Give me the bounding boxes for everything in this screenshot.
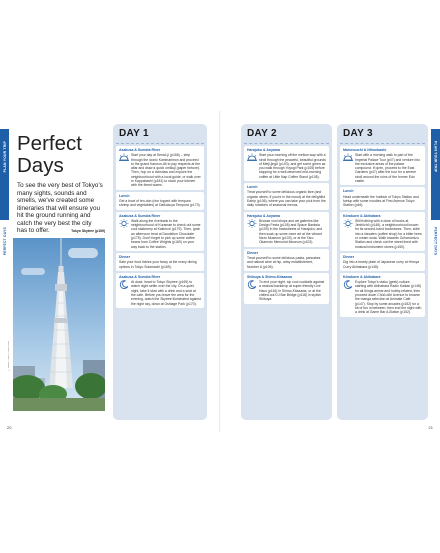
side-tab-left xyxy=(0,129,9,220)
itinerary-card xyxy=(244,273,329,304)
card-title: Marunouchi & Nihonbashi xyxy=(343,148,387,152)
day-column-1 xyxy=(113,124,207,420)
card-text: Get a bowl of ten-don (rice topped with tempura shrimp and vegetables) at Daikokuya Tempura (p173). xyxy=(119,198,201,208)
card-title: Kōrakuen & Akihabara xyxy=(343,274,381,279)
moon-icon xyxy=(343,280,353,289)
side-tab-right xyxy=(431,129,440,220)
day-heading: DAY 1 xyxy=(116,128,204,144)
gutter xyxy=(219,111,221,432)
card-text: Explore Tokyo's otaku (geek) culture, starting with Akihabara Radio Kaikan (p148) for all things anime and hobby-related, then proceed down Chūō-dōri Avenue to browse the manga selection at Animate Cafe (p147). Stop by some arcades (p152) for a bit of fun in between, then end the night with a drink at Game Bar A-Button (p152). xyxy=(355,280,422,315)
page-number-left: 20 xyxy=(7,425,12,430)
card-title: Harajuku & Aoyama xyxy=(247,148,280,152)
skytree-photo xyxy=(13,238,105,411)
itinerary-card xyxy=(116,273,204,308)
card-title: Dinner xyxy=(247,250,259,255)
card-title: Dinner xyxy=(119,254,131,259)
card-text: Treat yourself to some delicious organic fare (and organic wines, if you're in the mood) at the delightful Eatrip (p106), where you can take your pick from the daily rotations of seasonal menus. xyxy=(247,190,326,208)
itinerary-card xyxy=(116,192,204,210)
card-title: Lunch xyxy=(343,189,354,194)
section-label: PERFECT DAYS xyxy=(2,227,7,256)
itinerary-card xyxy=(340,212,425,251)
card-title: Lunch xyxy=(119,193,130,198)
sun-icon xyxy=(119,219,129,228)
card-text: Start with a morning walk to part of the Imperial Palace Tour (p47) and venture into the exclusive areas of the palace compound. If open, proceed to the East Gardens (p47) after the tour for a serene stroll around the ruins of the former Edo castle. xyxy=(355,153,420,184)
moon-icon xyxy=(247,280,257,289)
side-tab-label: PLAN YOUR TRIP xyxy=(2,141,7,173)
itinerary-card xyxy=(244,249,329,271)
card-text: To end your night, sip cool cocktails against a musical backdrop at super-friendly Live Haus (p116) in Shimo-Kitazawa, or at the chilled-out DJ Bar Bridge (p118) in stylish Shibuya. xyxy=(259,280,325,302)
day-column-2 xyxy=(241,124,332,420)
side-tab-label: PLAN YOUR TRIP xyxy=(433,141,438,173)
photo-credit: © DEWITT/SHUTTERSTOCK xyxy=(8,341,10,371)
card-title: Asakusa & Sumida River xyxy=(119,274,161,279)
sunrise-icon xyxy=(247,153,257,162)
spread xyxy=(0,111,440,432)
itinerary-card xyxy=(340,273,425,317)
itinerary-card xyxy=(116,212,204,251)
card-text: Start your day at Sensō-ji (p166) – step through the iconic Kaminarimon and proceed to the grand Kannon-dō to pay respects at the altar and draw a quick omikuji (paper fortune). Then, hop on a rickshaw and explore the neighbourhood with a local guide, or walk over to Kappabashi (p181) to stock your kitchen with the finest wares. xyxy=(131,153,201,188)
card-text: Browse cool shops and art galleries like Design Festa (p105) and Space Banksia (p109) in the backstreets of Harajuku, and then soak up some more art at the vibrant Nezu Museum (p103), or at the Taro Okamoto Memorial Museum (p103). xyxy=(259,218,323,245)
card-text: Start your morning off the mellow way with a stroll through the peaceful, beautiful grounds of Meiji-jingū (p103), and get some green as you walk through Yoyogi Park (p105) before stopping for a well-deserved mid-morning coffee at Little Nap Coffee Stand (p108). xyxy=(259,153,326,179)
day-column-3 xyxy=(337,124,428,420)
card-text: Treat yourself to some delicious pasta, pancakes and natural wine at hip, artsy establishment, Number A (p106). xyxy=(247,255,321,269)
moon-icon xyxy=(119,280,129,289)
card-title: Kōrakuen & Akihabara xyxy=(343,213,381,218)
intro-paragraph: To see the very best of Tokyo's many sights, sounds and smells, we've created some itineraries that will ensure you hit the ground running and catch the very best the city has to offer. xyxy=(17,182,103,234)
sunrise-icon xyxy=(343,153,353,162)
itinerary-card xyxy=(116,253,204,271)
card-title: Shibuya & Shimo-Kitazawa xyxy=(247,274,292,279)
itinerary-card xyxy=(116,146,204,190)
itinerary-card xyxy=(340,187,425,209)
itinerary-card xyxy=(244,212,329,247)
card-text: Dig into a hearty plate of Japanese curry at Hinoya Curry Akihabara (p148). xyxy=(343,260,420,269)
card-title: Dinner xyxy=(343,254,355,259)
page-title: Perfect Days xyxy=(17,132,82,177)
sunrise-icon xyxy=(119,153,129,162)
card-text: Walk along the riverbank to the neighbourhood of Kuramae to check out some cool stationery at Kakimori (p179). Then, grab an afternoon treat at Dandelion Chocolate (p175). Don't forget to pick up some coffee beans from Coffee Wrights (p169) on your way back to the station. xyxy=(131,218,201,249)
card-text: Still frothing with a dose of books at Jimbōchō (p146), a neighbourhood known for its second-hand bookstores. Then, sidle into a kissaten (coffee shop) for a bitter brew or cream soda. Walk towards Ochanomizu Station and check out the street lined with musical instrument stores (p150). xyxy=(355,218,422,249)
sun-icon xyxy=(247,219,257,228)
photo-caption: Tokyo Skytree (p169) xyxy=(71,229,105,233)
itinerary-card xyxy=(340,146,425,185)
sun-icon xyxy=(343,219,353,228)
itinerary-card xyxy=(340,253,425,271)
card-text: At dusk, head to Tokyo Skytree (p169) to watch night settle over the city. On a quiet night, take it slow with a drink and a seat at the cafe. Before you leave the area for the evening, watch the Skytree illuminated against the night sky, down at Oshiage Park (p170). xyxy=(131,280,201,306)
day-heading: DAY 2 xyxy=(244,128,329,144)
card-text: Sate your food tickles your fancy at the many dining options in Tokyo Solamachi (p169). xyxy=(119,260,197,269)
itinerary-card xyxy=(244,183,329,209)
itinerary-card xyxy=(244,146,329,181)
card-title: Asakusa & Sumida River xyxy=(119,148,161,152)
section-label: PERFECT DAYS xyxy=(433,227,438,256)
card-title: Asakusa & Sumida River xyxy=(119,213,161,218)
page-number-right: 21 xyxy=(428,425,433,430)
card-text: Head underneath the hubbub of Tokyo Station and fuelup with some noodles at First Avenue Tokyo Station (p46). xyxy=(343,194,419,208)
card-title: Lunch xyxy=(247,185,258,190)
day-heading: DAY 3 xyxy=(340,128,425,144)
card-title: Harajuku & Aoyama xyxy=(247,213,280,218)
